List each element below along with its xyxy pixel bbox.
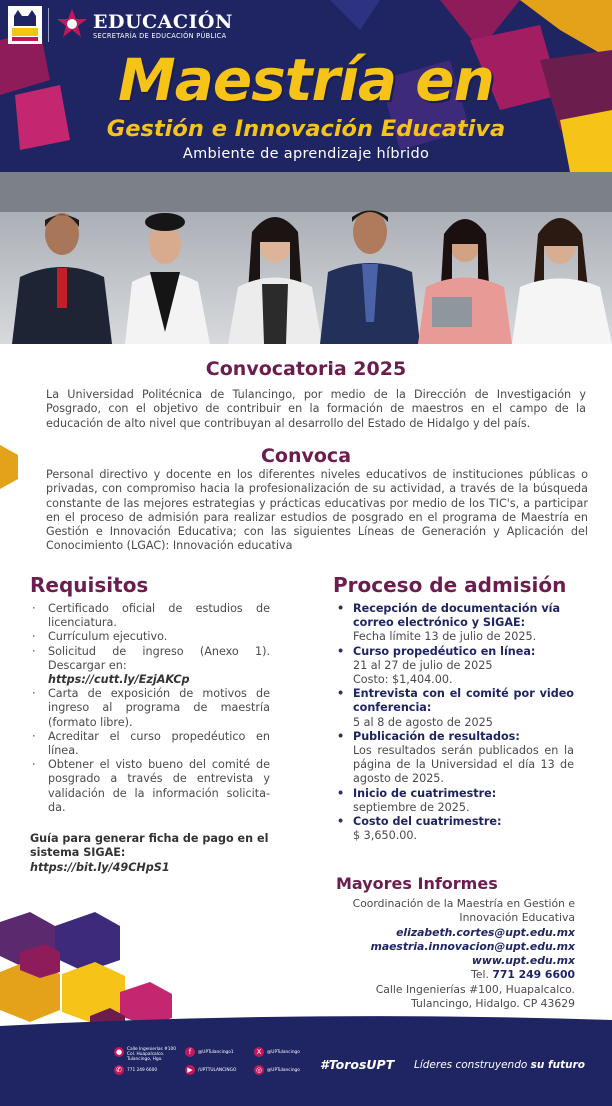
guia-text: Guía para generar ficha de pago en el sistema SIGAE: [30, 832, 269, 860]
phone-number: 771 249 6600 [492, 968, 575, 982]
phone-line [315, 968, 575, 982]
footer-address: Calle Ingenierías #100 Col. Huapalcalco. Tulancingo, Hgo. [127, 1047, 176, 1062]
footer-wave [0, 1002, 612, 1032]
footer-phone: 771 249 6600 [127, 1068, 158, 1073]
proceso-title: Publicación de resultados: [353, 729, 520, 743]
proceso-cost: Costo: $1,404.00. [353, 673, 453, 687]
hashtag: #TorosUPT [320, 1057, 395, 1072]
requisitos-heading: Requisitos [30, 573, 149, 597]
footer-x[interactable]: @UPTulancingo [267, 1050, 300, 1055]
tel-label: Tel. [471, 968, 489, 982]
requisito-text: Solicitud de ingreso (Anexo 1). Descargar en: [48, 644, 270, 672]
proceso-detail: Los resultados serán publicados en la página de la Universidad el día 13 de agosto de 2025. [353, 744, 574, 786]
footer-facebook[interactable]: @UPTulancingo1 [198, 1050, 234, 1055]
footer-instagram[interactable]: @UPTulancingo [267, 1068, 300, 1073]
slogan [414, 1059, 585, 1071]
guia-link[interactable]: https://bit.ly/49CHpS1 [30, 861, 170, 874]
proceso-list [337, 602, 574, 843]
website-link[interactable]: www.upt.edu.mx [471, 954, 575, 968]
sep-subtitle: SECRETARÍA DE EDUCACIÓN PÚBLICA [93, 32, 227, 40]
proceso-title: Costo del cuatrimestre: [353, 815, 502, 829]
program-tagline: Ambiente de aprendizaje híbrido [182, 146, 430, 162]
upt-logo [8, 6, 42, 44]
convoca-text: Personal directivo y docente en los diferentes niveles educativos de instituciones públicas o privadas, con compromiso hacia la profesionalización de su actividad, a través de la búsqueda constante de las mejores estrategias y prácticas educativas por medio de los TIC's, a participar en el proceso de admisión para realizar estudios de posgrado en el programa de Maestría en Gestión e Innovación Educativa; con las siguientes Líneas de Generación y Aplicación del Conocimiento (LGAC): Innovación educativa [46, 468, 588, 553]
informes-heading: Mayores Informes [336, 874, 498, 893]
proceso-item [337, 730, 574, 787]
proceso-item [337, 602, 574, 645]
proceso-item [337, 687, 574, 730]
proceso-item [337, 645, 574, 688]
program-title: Maestría en [118, 46, 494, 114]
address-text: Calle Ingenierías #100, Huapalcalco. Tulancingo, Hidalgo. CP 43629 [375, 982, 575, 1011]
program-subtitle: Gestión e Innovación Educativa [106, 116, 506, 142]
instagram-icon[interactable]: ◎ [255, 1066, 263, 1074]
proceso-item [337, 787, 574, 815]
proceso-detail: Fecha límite 13 de julio de 2025. [353, 630, 537, 644]
proceso-detail: 5 al 8 de agosto de 2025 [353, 715, 493, 729]
requisito-item [30, 758, 270, 815]
x-icon[interactable]: X [254, 1047, 264, 1057]
solicitud-link[interactable]: https://cutt.ly/EzjAKCp [48, 673, 190, 687]
requisito-text: Certificado oficial de estudios de licenciatura. [48, 602, 270, 630]
email-link-2[interactable]: maestria.innovacion@upt.edu.mx [370, 939, 575, 953]
proceso-title: Recepción de documentación vía correo electrónico y SIGAE: [353, 602, 561, 630]
proceso-title: Curso propedéutico en línea: [353, 644, 536, 658]
proceso-detail: 21 al 27 de julio de 2025 [353, 658, 493, 672]
convoca-heading: Convoca [260, 445, 352, 467]
requisito-text: Currículum ejecutivo. [48, 630, 168, 644]
slogan-part-b: su futuro [530, 1059, 585, 1071]
youtube-icon[interactable]: ▶ [185, 1065, 195, 1075]
proceso-heading: Proceso de admisión [333, 573, 567, 597]
requisito-item [30, 630, 270, 644]
requisito-item [30, 645, 270, 688]
requisito-text: Obtener el visto bueno del comité de posgrado a través de entrevista y validación de la información solicita-da. [48, 758, 270, 814]
coordinacion-text: Coordinación de la Maestría en Gestión e Innovación Educativa [352, 897, 575, 925]
phone-icon: ✆ [114, 1065, 124, 1075]
proceso-item [337, 815, 574, 843]
requisito-item [30, 687, 270, 730]
sep-star-logo [56, 8, 88, 40]
email-link-1[interactable]: elizabeth.cortes@upt.edu.mx [396, 925, 575, 939]
facebook-icon[interactable]: f [185, 1047, 195, 1057]
proceso-detail: $ 3,650.00. [353, 829, 418, 843]
requisito-item [30, 730, 270, 758]
proceso-title: Inicio de cuatrimestre: [353, 786, 497, 800]
contact-block [315, 897, 575, 1011]
proceso-title: Entrevista con el comité por video conferencia: [353, 687, 574, 715]
requisito-item [30, 602, 270, 630]
students-photo [0, 172, 612, 344]
logo-divider [48, 8, 49, 42]
location-icon: ● [115, 1048, 123, 1056]
slogan-part-a: Líderes construyendo [414, 1059, 528, 1071]
requisito-text: Carta de exposición de motivos de ingreso al programa de maestría (formato libre). [48, 687, 270, 729]
footer-youtube[interactable]: /UPTTULANCINGO [198, 1068, 237, 1073]
header-banner [0, 0, 612, 172]
convocatoria-heading: Convocatoria 2025 [205, 358, 407, 380]
convocatoria-intro: La Universidad Politécnica de Tulancingo, por medio de la Dirección de Investigación y Posgrado, con el objetivo de contribuir en la formación de maestros en el campo de la educación de alto nivel que contribuyan al desarrollo del Estado de Hidalgo y del país. [46, 388, 586, 430]
requisitos-list [30, 602, 270, 815]
requisito-text: Acreditar el curso propedéutico en línea. [48, 729, 270, 758]
sep-title: EDUCACIÓN [93, 11, 233, 33]
students-photo-illustration [0, 172, 612, 344]
proceso-detail: septiembre de 2025. [353, 800, 470, 814]
